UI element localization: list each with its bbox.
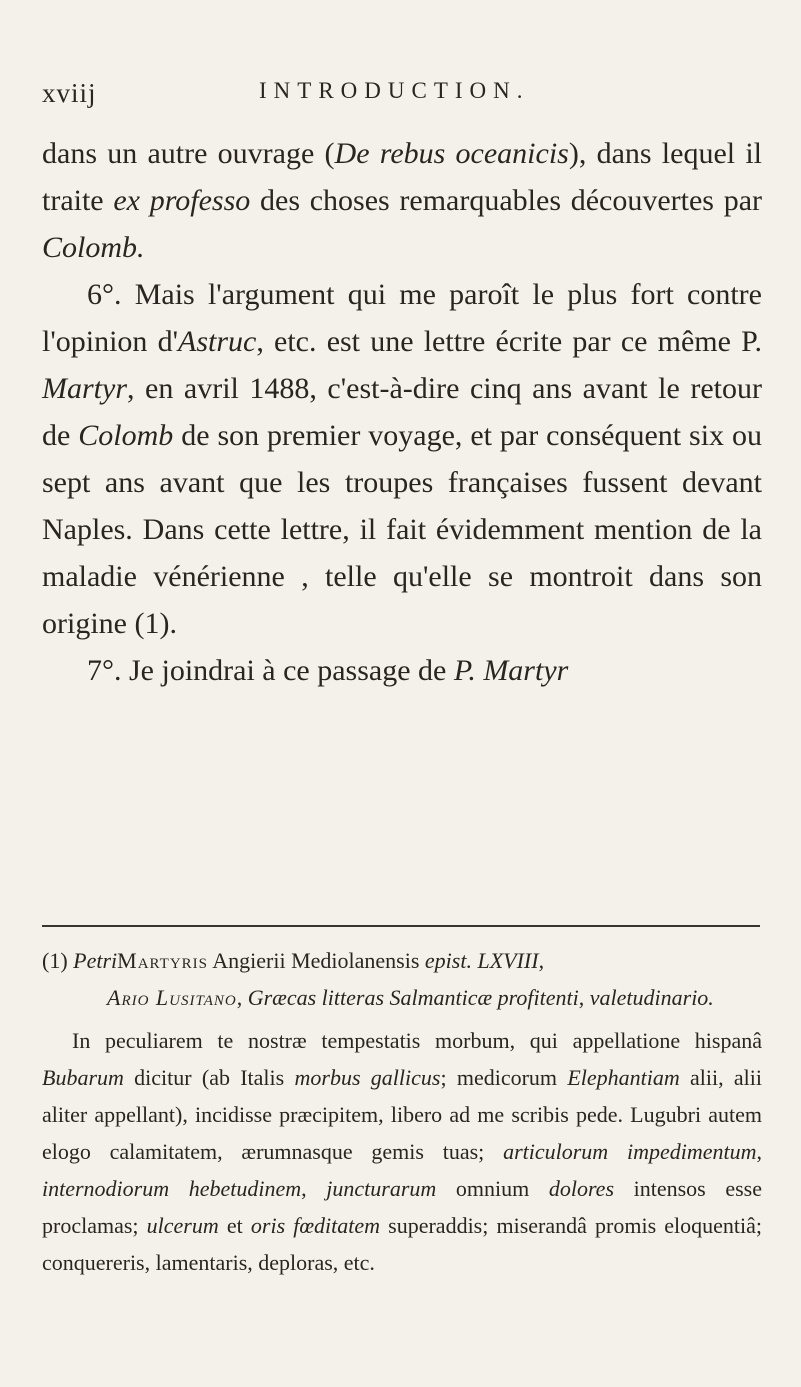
page-number: xviij	[42, 78, 97, 108]
italic-phrase: ex professo	[113, 184, 251, 217]
text-run: ,	[578, 985, 590, 1010]
text-run: dans un autre ouvrage (	[42, 137, 335, 170]
small-caps-name: Martyris	[117, 948, 208, 973]
footnote-divider	[42, 925, 760, 927]
italic-name: Astruc	[178, 325, 257, 358]
italic-term: internodiorum hebetudinem	[42, 1176, 302, 1201]
paragraph-continuation	[42, 130, 762, 271]
text-run: des choses remarquables découvertes par	[250, 184, 762, 217]
italic-reference: epist. LXVIII	[424, 948, 539, 973]
text-run: ; medicorum	[440, 1065, 568, 1090]
page-header	[42, 78, 762, 118]
text-run: dicitur (ab Italis	[123, 1065, 295, 1090]
footnote	[42, 942, 762, 1281]
italic-name: Martyr	[42, 372, 127, 405]
text-run: alii, alii aliter appellant), incidisse præcipitem, libero ad me scribis pede. Lugubri autem elogo calamitatem, ærumnasque gemis tuas;	[42, 1065, 762, 1164]
paragraph-6	[42, 271, 762, 647]
body-text	[42, 130, 762, 694]
text-run: , en avril 1488, c'est-à-dire cinq ans avant le retour de	[42, 372, 762, 452]
italic-name: Colomb	[78, 419, 174, 452]
italic-phrase: Græcas litteras Salmanticæ profitenti	[247, 985, 579, 1010]
italic-recipient: Ario Lusitano	[107, 985, 237, 1010]
text-run: ,	[756, 1139, 762, 1164]
italic-name: Petri	[73, 948, 118, 973]
running-title: INTRODUCTION.	[259, 78, 530, 103]
italic-name: Colomb.	[42, 231, 145, 264]
text-run: ), dans lequel il traite	[42, 137, 763, 217]
text-run: Angierii Mediolanensis	[208, 948, 425, 973]
text-run: , etc. est une lettre écrite par ce même P.	[256, 325, 762, 358]
italic-term: oris fœditatem	[250, 1213, 381, 1238]
paragraph-7	[42, 647, 762, 694]
italic-term: dolores	[548, 1176, 615, 1201]
text-run: In peculiarem te nostræ tempestatis morbum, qui appellatione hispanâ	[72, 1028, 762, 1053]
italic-term: morbus gallicus	[294, 1065, 441, 1090]
italic-title: De rebus oceanicis	[334, 137, 569, 170]
text-run: (1)	[42, 948, 74, 973]
text-run: ,	[538, 948, 545, 973]
text-run: de son premier voyage, et par conséquent six ou sept ans avant que les troupes françaises fussent devant Naples. Dans cette lettre, il fait évidemment mention de la maladie vénérienne , telle qu'elle se montroit dans son origine (1).	[42, 419, 762, 640]
text-run: 7°. Je joindrai à ce passage de	[87, 654, 454, 687]
italic-term: Elephantiam	[567, 1065, 680, 1090]
text-run: omnium	[436, 1176, 549, 1201]
italic-term: ulcerum	[146, 1213, 219, 1238]
italic-term: Bubarum	[42, 1065, 124, 1090]
italic-phrase: valetudinario.	[589, 985, 714, 1010]
text-run: superaddis; miserandâ promis eloquentiâ; conquereris, lamentaris, deploras, etc.	[42, 1213, 762, 1275]
italic-term: articulorum impedimentum	[503, 1139, 757, 1164]
footnote-latin-quote	[42, 1022, 762, 1281]
italic-name: P. Martyr	[453, 654, 569, 687]
text-run: et	[218, 1213, 251, 1238]
text-run: ,	[236, 985, 248, 1010]
italic-term: juncturarum	[326, 1176, 437, 1201]
text-run: ,	[301, 1176, 327, 1201]
text-run: intensos esse proclamas;	[42, 1176, 763, 1238]
text-run: 6°. Mais l'argument qui me paroît le plus fort contre l'opinion d'	[42, 278, 762, 358]
footnote-citation	[42, 942, 762, 1016]
